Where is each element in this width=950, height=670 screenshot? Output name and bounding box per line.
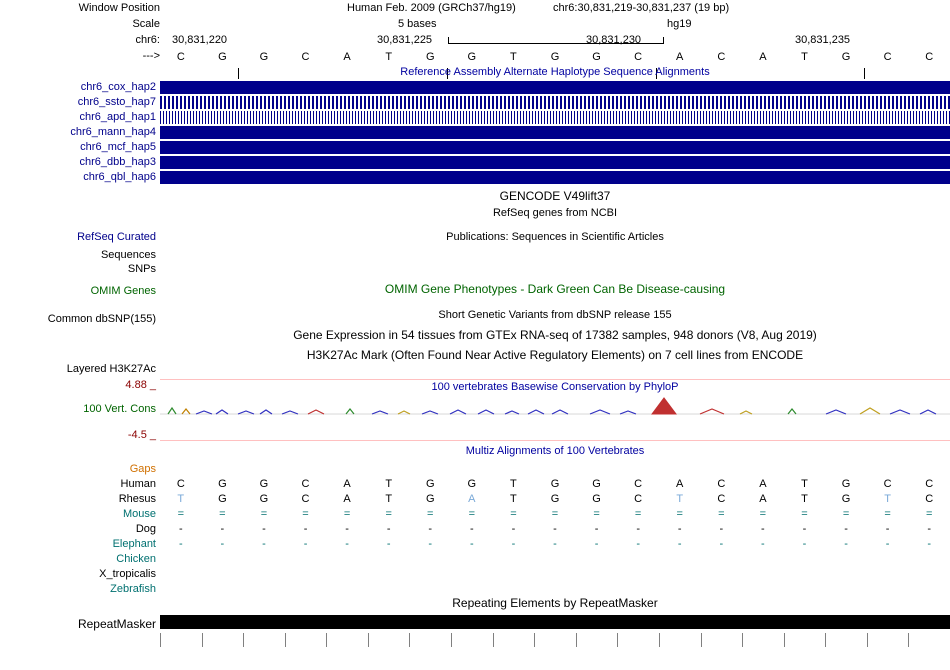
ruler-base: A xyxy=(676,51,684,63)
multiz-species-label[interactable]: Human xyxy=(120,478,156,490)
multiz-base: - xyxy=(844,523,848,535)
ruler-tick xyxy=(451,633,452,647)
multiz-base: - xyxy=(636,523,640,535)
multiz-base: T xyxy=(801,493,808,505)
haplotype-bar[interactable] xyxy=(160,81,950,94)
ruler-base: C xyxy=(634,51,643,63)
multiz-base: - xyxy=(719,523,724,535)
multiz-base: - xyxy=(262,523,266,535)
multiz-species-bases xyxy=(160,537,950,552)
haplotype-row[interactable] xyxy=(0,80,950,95)
ruler-base: T xyxy=(801,51,808,63)
assembly-text: Human Feb. 2009 (GRCh37/hg19) xyxy=(347,2,516,14)
multiz-species-row[interactable] xyxy=(0,507,950,522)
gaps-label[interactable]: Gaps xyxy=(129,463,156,475)
multiz-base: T xyxy=(676,493,684,505)
multiz-species-bases xyxy=(160,567,950,582)
h3k27ac-label[interactable]: Layered H3K27Ac xyxy=(66,363,156,375)
multiz-base: - xyxy=(719,538,724,550)
multiz-species-label[interactable]: Rhesus xyxy=(118,493,156,505)
multiz-base: A xyxy=(759,478,767,490)
snps-label[interactable]: SNPs xyxy=(127,263,156,275)
multiz-base: - xyxy=(553,523,557,535)
ruler-tick xyxy=(493,633,494,647)
multiz-base: C xyxy=(176,478,185,490)
multiz-base: - xyxy=(553,538,557,550)
multiz-base: = xyxy=(593,508,600,520)
multiz-base: C xyxy=(634,478,643,490)
dbsnp-label[interactable]: Common dbSNP(155) xyxy=(47,313,156,325)
multiz-species-row[interactable] xyxy=(0,477,950,492)
conservation-max-label: 4.88 _ xyxy=(125,379,156,391)
chrom-label: chr6: xyxy=(135,34,160,46)
multiz-species-label[interactable]: Mouse xyxy=(122,508,156,520)
haplotype-row[interactable] xyxy=(0,140,950,155)
haplotype-label[interactable]: chr6_cox_hap2 xyxy=(80,81,156,93)
multiz-title-row xyxy=(0,445,950,463)
refseq-row xyxy=(0,207,950,225)
multiz-base: A xyxy=(343,493,351,505)
browser-header xyxy=(0,0,950,66)
refseq-curated-label[interactable]: RefSeq Curated xyxy=(77,231,156,243)
haplotype-bar[interactable] xyxy=(160,96,950,109)
gtex-title: Gene Expression in 54 tissues from GTEx RNA-seq of 17382 samples, 948 donors (V8, Aug 2019) xyxy=(293,328,817,342)
refseq-title: RefSeq genes from NCBI xyxy=(492,207,618,219)
multiz-base: - xyxy=(303,523,308,535)
conservation-track xyxy=(0,379,950,441)
ruler-tick xyxy=(285,633,286,647)
ruler-tick xyxy=(908,633,909,647)
position-label-1: 30,831,220 xyxy=(172,34,228,46)
publications-title: Publications: Sequences in Scientific Articles xyxy=(446,231,664,243)
multiz-base: = xyxy=(177,508,184,520)
conservation-min-label: -4.5 _ xyxy=(127,429,156,441)
multiz-species-bases xyxy=(160,477,950,492)
multiz-base: G xyxy=(841,478,851,490)
ruler-tick xyxy=(326,633,327,647)
ruler-base: C xyxy=(301,51,310,63)
gencode-row xyxy=(0,190,950,207)
multiz-base: - xyxy=(677,538,682,550)
dbsnp-title: Short Genetic Variants from dbSNP release 155 xyxy=(438,309,672,321)
multiz-base: G xyxy=(841,493,851,505)
multiz-species-label[interactable]: Zebrafish xyxy=(110,583,156,595)
multiz-base: G xyxy=(425,493,435,505)
multiz-species-bases xyxy=(160,522,950,537)
multiz-base: A xyxy=(343,478,351,490)
repeatmasker-row xyxy=(0,615,950,633)
multiz-base: A xyxy=(468,493,476,505)
multiz-base: - xyxy=(594,523,599,535)
haplotype-row[interactable] xyxy=(0,125,950,140)
multiz-base: - xyxy=(761,523,765,535)
haplotype-label[interactable]: chr6_mann_hap4 xyxy=(70,126,156,138)
multiz-base: = xyxy=(925,508,933,520)
haplotype-label[interactable]: chr6_dbb_hap3 xyxy=(79,156,156,168)
multiz-base: - xyxy=(428,538,433,550)
multiz-base: = xyxy=(385,508,392,520)
multiz-base: = xyxy=(759,508,767,520)
haplotype-bar[interactable] xyxy=(160,156,950,169)
multiz-base: C xyxy=(925,493,934,505)
ruler-base: G xyxy=(218,51,227,63)
ruler-tick xyxy=(409,633,410,647)
multiz-base: = xyxy=(510,508,517,520)
multiz-species-row[interactable] xyxy=(0,567,950,582)
scale-db-label: hg19 xyxy=(667,18,692,30)
ruler-base: C xyxy=(717,51,726,63)
multiz-species-label[interactable]: X_tropicalis xyxy=(99,568,156,580)
base-ruler-row xyxy=(0,50,950,63)
chrom-position-row xyxy=(0,34,950,47)
multiz-species-row[interactable] xyxy=(0,582,950,597)
multiz-species-bases xyxy=(160,492,950,507)
haplotype-row[interactable] xyxy=(0,95,950,110)
ruler-base: G xyxy=(550,51,560,63)
refseq-curated-row xyxy=(0,225,950,247)
multiz-base: - xyxy=(345,538,349,550)
multiz-base: = xyxy=(718,508,725,520)
multiz-base: G xyxy=(592,478,601,490)
repeatmasker-label[interactable]: RepeatMasker xyxy=(77,617,156,631)
multiz-base: = xyxy=(676,508,683,520)
multiz-base: G xyxy=(550,478,560,490)
h3k27ac-title: H3K27Ac Mark (Often Found Near Active Regulatory Elements) on 7 cell lines from ENCODE xyxy=(306,348,804,362)
multiz-base: - xyxy=(470,523,474,535)
bottom-tick-ruler xyxy=(160,633,950,647)
multiz-base: = xyxy=(343,508,351,520)
multiz-base: T xyxy=(510,478,517,490)
scale-label: Scale xyxy=(132,18,160,30)
multiz-base: - xyxy=(428,523,433,535)
ruler-tick xyxy=(825,633,826,647)
multiz-base: = xyxy=(468,508,476,520)
position-label-3: 30,831,230 xyxy=(586,34,642,46)
ruler-base: G xyxy=(259,51,269,63)
multiz-base: C xyxy=(717,478,726,490)
multiz-base: T xyxy=(385,493,393,505)
ruler-base: G xyxy=(425,51,435,63)
multiz-species-bases xyxy=(160,582,950,597)
multiz-base: C xyxy=(883,478,892,490)
multiz-base: - xyxy=(303,538,308,550)
ruler-base: C xyxy=(925,51,934,63)
ruler-base: A xyxy=(343,51,351,63)
region-text: chr6:30,831,219-30,831,237 (19 bp) xyxy=(553,2,730,14)
dbsnp-row xyxy=(0,303,950,329)
ruler-base: C xyxy=(176,51,185,63)
multiz-species-row[interactable] xyxy=(0,552,950,567)
multiz-base: - xyxy=(178,538,183,550)
multiz-base: A xyxy=(676,478,684,490)
ruler-base: T xyxy=(385,51,393,63)
haplotype-bar[interactable] xyxy=(160,126,950,139)
multiz-base: T xyxy=(177,493,185,505)
multiz-alignment-grid xyxy=(0,477,950,597)
haplotype-label[interactable]: chr6_apd_hap1 xyxy=(79,111,156,123)
multiz-base: = xyxy=(427,508,434,520)
ruler-tick xyxy=(243,633,244,647)
repeatmasker-bar[interactable] xyxy=(160,615,950,629)
strand-arrow-label: ---> xyxy=(142,50,160,62)
multiz-base: C xyxy=(925,478,934,490)
window-position-label: Window Position xyxy=(78,2,160,14)
bottom-ruler-row xyxy=(0,633,950,649)
haplotype-label[interactable]: chr6_qbl_hap6 xyxy=(83,171,156,183)
multiz-base: G xyxy=(467,478,477,490)
ruler-base: G xyxy=(592,51,601,63)
multiz-base: G xyxy=(592,493,601,505)
ruler-tick xyxy=(160,633,161,647)
multiz-base: - xyxy=(220,523,225,535)
ruler-base: A xyxy=(759,51,767,63)
multiz-title: Multiz Alignments of 100 Vertebrates xyxy=(465,445,645,457)
sequences-label[interactable]: Sequences xyxy=(100,249,156,261)
multiz-base: = xyxy=(260,508,268,520)
snps-row xyxy=(0,263,950,281)
haplotype-row[interactable] xyxy=(0,155,950,170)
haplotype-label[interactable]: chr6_mcf_hap5 xyxy=(80,141,156,153)
multiz-base: = xyxy=(302,508,309,520)
multiz-base: - xyxy=(386,538,391,550)
multiz-base: - xyxy=(802,538,807,550)
multiz-base: - xyxy=(761,538,765,550)
position-label-4: 30,831,235 xyxy=(795,34,851,46)
multiz-base: = xyxy=(801,508,808,520)
haplotype-track-rows xyxy=(0,80,950,185)
multiz-species-row[interactable] xyxy=(0,492,950,507)
gtex-row xyxy=(0,329,950,349)
multiz-base: - xyxy=(885,523,890,535)
haplotype-row[interactable] xyxy=(0,170,950,185)
multiz-base: - xyxy=(386,523,391,535)
multiz-base: C xyxy=(717,493,726,505)
multiz-species-label[interactable]: Chicken xyxy=(116,553,156,565)
multiz-base: G xyxy=(550,493,560,505)
multiz-base: - xyxy=(511,523,516,535)
gencode-title: GENCODE V49lift37 xyxy=(499,189,611,203)
multiz-base: - xyxy=(262,538,266,550)
omim-row xyxy=(0,281,950,303)
multiz-base: G xyxy=(218,478,227,490)
conservation-title: 100 vertebrates Basewise Conservation by PhyloP xyxy=(431,381,679,393)
ruler-tick xyxy=(701,633,702,647)
multiz-base: - xyxy=(636,538,640,550)
haplotype-track-title: Reference Assembly Alternate Haplotype Sequence Alignments xyxy=(400,66,710,78)
multiz-base: G xyxy=(259,478,269,490)
ruler-base: G xyxy=(841,51,851,63)
ruler-tick xyxy=(576,633,577,647)
haplotype-label[interactable]: chr6_ssto_hap7 xyxy=(77,96,156,108)
multiz-base: - xyxy=(178,523,183,535)
multiz-species-row[interactable] xyxy=(0,522,950,537)
multiz-base: - xyxy=(345,523,349,535)
multiz-base: C xyxy=(634,493,643,505)
ruler-tick xyxy=(368,633,369,647)
omim-title: OMIM Gene Phenotypes - Dark Green Can Be Disease-causing xyxy=(384,282,726,296)
ruler-tick xyxy=(867,633,868,647)
multiz-base: - xyxy=(511,538,516,550)
haplotype-title-row xyxy=(0,66,950,80)
ruler-base: G xyxy=(467,51,477,63)
multiz-base: G xyxy=(425,478,435,490)
ruler-tick xyxy=(202,633,203,647)
multiz-base: T xyxy=(801,478,808,490)
ruler-tick xyxy=(784,633,785,647)
multiz-base: - xyxy=(927,538,932,550)
multiz-base: = xyxy=(634,508,642,520)
multiz-base: C xyxy=(301,478,310,490)
haplotype-bar[interactable] xyxy=(160,111,950,124)
ruler-tick xyxy=(617,633,618,647)
multiz-species-label[interactable]: Elephant xyxy=(112,538,156,550)
multiz-base: - xyxy=(885,538,890,550)
multiz-base: = xyxy=(551,508,559,520)
position-label-2: 30,831,225 xyxy=(377,34,433,46)
multiz-base: T xyxy=(385,478,393,490)
multiz-base: = xyxy=(884,508,891,520)
ruler-tick xyxy=(742,633,743,647)
ruler-tick xyxy=(659,633,660,647)
conservation-track-label[interactable]: 100 Vert. Cons xyxy=(83,403,156,415)
ruler-base: C xyxy=(883,51,892,63)
repeatmasker-title: Repeating Elements by RepeatMasker xyxy=(452,596,658,610)
ruler-tick xyxy=(534,633,535,647)
multiz-base: - xyxy=(677,523,682,535)
repeatmasker-title-row xyxy=(0,597,950,615)
omim-label[interactable]: OMIM Genes xyxy=(90,285,156,297)
multiz-base: - xyxy=(844,538,848,550)
gaps-row xyxy=(0,463,950,477)
multiz-base: - xyxy=(470,538,474,550)
multiz-base: G xyxy=(218,493,227,505)
haplotype-row[interactable] xyxy=(0,110,950,125)
h3k27ac-row xyxy=(0,349,950,379)
multiz-base: G xyxy=(259,493,269,505)
reference-base-ruler xyxy=(160,50,950,64)
multiz-base: - xyxy=(802,523,807,535)
window-position-row xyxy=(0,2,950,15)
multiz-base: = xyxy=(842,508,850,520)
multiz-species-bases xyxy=(160,552,950,567)
multiz-base: = xyxy=(219,508,226,520)
multiz-species-label[interactable]: Dog xyxy=(135,523,156,535)
sequences-row xyxy=(0,247,950,263)
multiz-base: - xyxy=(927,523,932,535)
multiz-base: C xyxy=(301,493,310,505)
multiz-base: - xyxy=(220,538,225,550)
multiz-base: T xyxy=(510,493,517,505)
multiz-species-row[interactable] xyxy=(0,537,950,552)
scale-row xyxy=(0,18,950,31)
multiz-base: A xyxy=(759,493,767,505)
scale-text: 5 bases xyxy=(398,18,437,30)
multiz-base: T xyxy=(884,493,891,505)
haplotype-bar[interactable] xyxy=(160,141,950,154)
multiz-base: - xyxy=(594,538,599,550)
multiz-species-bases xyxy=(160,507,950,522)
ruler-base: T xyxy=(510,51,517,63)
haplotype-bar[interactable] xyxy=(160,171,950,184)
